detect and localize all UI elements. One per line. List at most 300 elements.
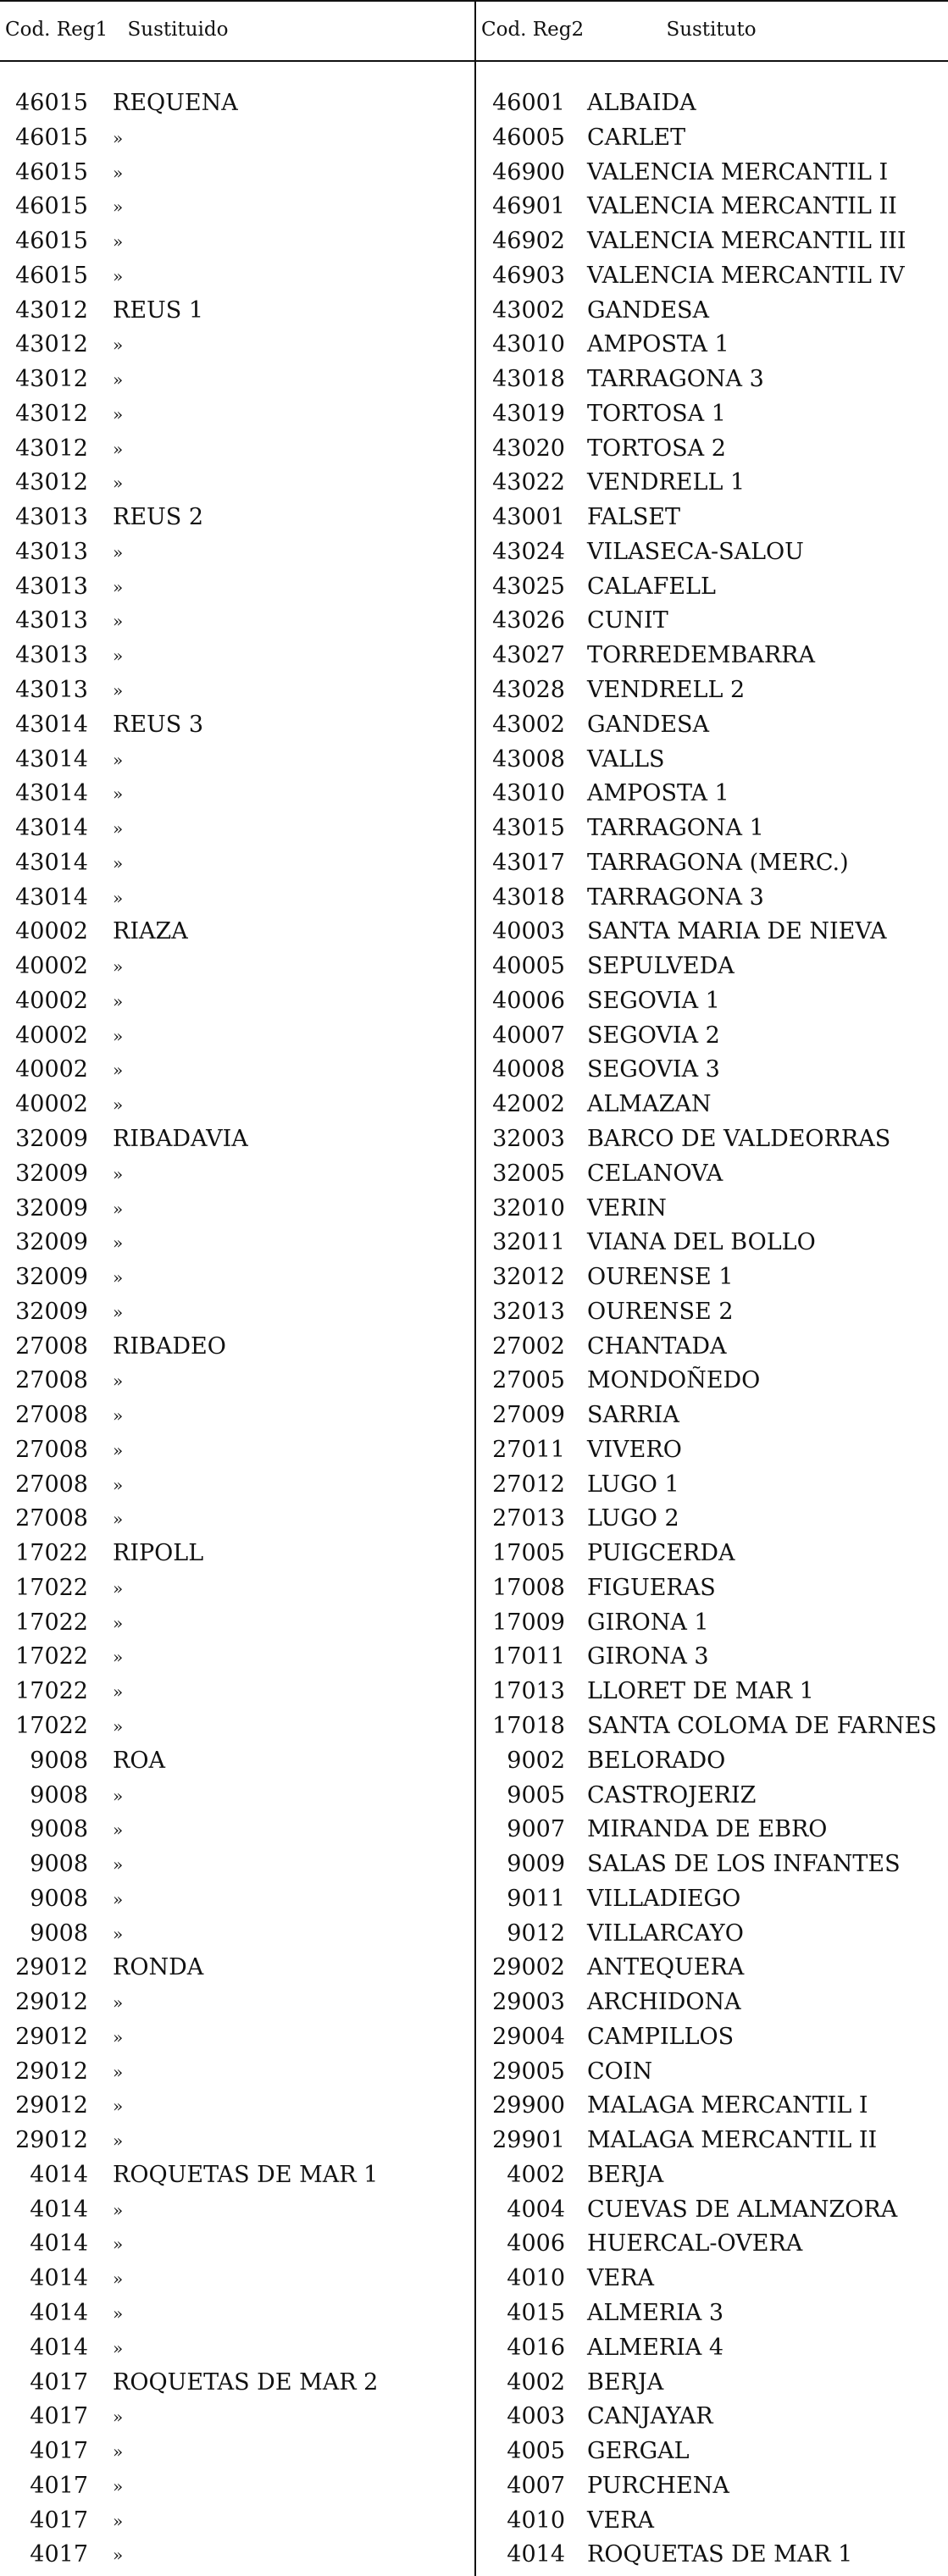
cod-reg1-cell: 9008 xyxy=(30,1747,88,1774)
cod-reg2-cell: 29901 xyxy=(492,2127,565,2154)
cod-reg2-cell: 27012 xyxy=(492,1471,565,1498)
sustituto-cell: GANDESA xyxy=(587,296,710,324)
table-row xyxy=(0,1364,948,1399)
cod-reg1-cell: 17022 xyxy=(15,1678,88,1705)
cod-reg2-cell: 43026 xyxy=(492,607,565,634)
cod-reg2-cell: 4006 xyxy=(507,2230,565,2257)
sustituto-cell: SEGOVIA 3 xyxy=(587,1056,720,1083)
table-row xyxy=(0,294,948,329)
cod-reg2-cell: 17008 xyxy=(492,1574,565,1601)
cod-reg1-cell: 46015 xyxy=(15,228,88,255)
sustituto-cell: ALMERIA 3 xyxy=(587,2300,724,2326)
cod-reg1-cell: 43013 xyxy=(15,677,88,704)
sustituido-cell: » xyxy=(113,1509,124,1530)
sustituido-cell: » xyxy=(113,541,124,562)
sustituto-cell: CHANTADA xyxy=(587,1332,727,1360)
cod-reg2-cell: 43027 xyxy=(492,642,565,669)
sustituido-cell: » xyxy=(113,231,124,252)
table-row xyxy=(0,846,948,881)
cod-reg1-cell: 4014 xyxy=(30,2334,88,2361)
cod-reg1-cell: 43014 xyxy=(15,780,88,807)
cod-reg2-cell: 29004 xyxy=(492,2023,565,2050)
table-row xyxy=(0,1192,948,1227)
table-row xyxy=(0,2538,948,2573)
cod-reg2-cell: 43017 xyxy=(492,849,565,876)
sustituto-cell: LLORET DE MAR 1 xyxy=(587,1678,814,1705)
sustituto-cell: LUGO 1 xyxy=(587,1471,679,1498)
cod-reg2-cell: 32011 xyxy=(492,1229,565,1256)
table-row xyxy=(0,570,948,605)
cod-reg1-cell: 43014 xyxy=(15,745,88,773)
cod-reg2-cell: 9002 xyxy=(507,1747,565,1774)
cod-reg1-cell: 32009 xyxy=(15,1264,88,1291)
sustituto-cell: AMPOSTA 1 xyxy=(587,331,729,358)
cod-reg2-cell: 46902 xyxy=(492,228,565,255)
cod-reg1-cell: 40002 xyxy=(15,987,88,1014)
cod-reg1-cell: 40002 xyxy=(15,918,88,945)
cod-reg2-cell: 17018 xyxy=(492,1712,565,1739)
cod-reg1-cell: 17022 xyxy=(15,1643,88,1670)
cod-reg2-cell: 32005 xyxy=(492,1160,565,1187)
table-row xyxy=(0,1951,948,1986)
sustituido-cell: » xyxy=(113,1060,124,1081)
sustituido-cell: » xyxy=(113,1267,124,1288)
table-row xyxy=(0,915,948,950)
table-row xyxy=(0,1260,948,1295)
table-row xyxy=(0,2296,948,2331)
cod-reg2-cell: 32003 xyxy=(492,1125,565,1152)
sustituido-cell: » xyxy=(113,1371,124,1392)
cod-reg2-cell: 46001 xyxy=(492,90,565,116)
table-row xyxy=(0,501,948,535)
cod-reg2-cell: 17009 xyxy=(492,1609,565,1636)
sustituto-cell: BELORADO xyxy=(587,1747,726,1774)
cod-reg1-cell: 43013 xyxy=(15,504,88,531)
table-row xyxy=(0,1917,948,1952)
table-row xyxy=(0,2469,948,2504)
sustituto-cell: TORTOSA 2 xyxy=(587,435,726,462)
sustituido-cell: » xyxy=(113,1992,124,2014)
table-row xyxy=(0,1537,948,1571)
sustituto-cell: HUERCAL-OVERA xyxy=(587,2230,803,2257)
cod-reg1-cell: 46015 xyxy=(15,193,88,220)
sustituto-cell: VILASECA-SALOU xyxy=(587,538,804,565)
cod-reg1-cell: 17022 xyxy=(15,1540,88,1567)
table-row xyxy=(0,1882,948,1917)
table-row xyxy=(0,950,948,984)
sustituido-cell: » xyxy=(113,887,124,908)
cod-reg2-cell: 43020 xyxy=(492,435,565,462)
table-row xyxy=(0,2158,948,2193)
cod-reg1-cell: 17022 xyxy=(15,1712,88,1739)
sustituto-cell: CALAFELL xyxy=(587,573,716,600)
table-row xyxy=(0,328,948,363)
cod-reg2-cell: 40007 xyxy=(492,1022,565,1049)
sustituido-cell: » xyxy=(113,749,124,770)
sustituto-cell: VENDRELL 1 xyxy=(587,469,746,496)
sustituto-cell: ALMERIA 4 xyxy=(587,2334,724,2361)
cod-reg1-cell: 43012 xyxy=(15,366,88,393)
sustituido-cell: » xyxy=(113,1923,124,1944)
sustituido-cell: » xyxy=(113,611,124,632)
table-row xyxy=(0,156,948,191)
header-sustituido: Sustituido xyxy=(127,19,229,41)
table-row xyxy=(0,432,948,467)
cod-reg2-cell: 9005 xyxy=(507,1781,565,1809)
table-row xyxy=(0,1709,948,1744)
cod-reg1-cell: 29012 xyxy=(15,2058,88,2085)
table-row xyxy=(0,2124,948,2158)
cod-reg1-cell: 32009 xyxy=(15,1160,88,1187)
sustituto-cell: TARRAGONA 3 xyxy=(587,884,764,911)
sustituido-cell: » xyxy=(113,438,124,459)
cod-reg1-cell: 43013 xyxy=(15,538,88,565)
sustituido-cell: » xyxy=(113,1233,124,1254)
cod-reg2-cell: 43019 xyxy=(492,400,565,427)
cod-reg1-cell: 4014 xyxy=(30,2300,88,2326)
table-row xyxy=(0,984,948,1019)
sustituto-cell: TARRAGONA 1 xyxy=(587,815,764,842)
sustituto-cell: COIN xyxy=(587,2058,653,2085)
sustituido-cell: » xyxy=(113,1439,124,1460)
cod-reg1-cell: 27008 xyxy=(15,1367,88,1394)
sustituido-cell: REUS 1 xyxy=(113,296,204,324)
cod-reg1-cell: 9008 xyxy=(30,1781,88,1809)
sustituido-cell: » xyxy=(113,576,124,597)
table-row xyxy=(0,1986,948,2020)
sustituto-cell: SEPULVEDA xyxy=(587,953,735,980)
cod-reg2-cell: 4015 xyxy=(507,2300,565,2326)
table-row xyxy=(0,1813,948,1848)
table-row xyxy=(0,673,948,708)
header-cod-reg1: Cod. Reg1 xyxy=(5,19,108,41)
table-row xyxy=(0,708,948,743)
cod-reg2-cell: 29003 xyxy=(492,1989,565,2016)
table-row xyxy=(0,86,948,121)
cod-reg2-cell: 43025 xyxy=(492,573,565,600)
table-row xyxy=(0,1122,948,1157)
cod-reg1-cell: 17022 xyxy=(15,1609,88,1636)
table-row xyxy=(0,881,948,916)
cod-reg2-cell: 40008 xyxy=(492,1056,565,1083)
sustituido-cell: » xyxy=(113,2130,124,2152)
cod-reg1-cell: 43012 xyxy=(15,296,88,324)
sustituido-cell: » xyxy=(113,1025,124,1046)
sustituto-cell: VILLARCAYO xyxy=(587,1920,744,1947)
cod-reg2-cell: 4002 xyxy=(507,2368,565,2396)
sustituto-cell: CAMPILLOS xyxy=(587,2023,735,2050)
cod-reg2-cell: 40005 xyxy=(492,953,565,980)
table-row xyxy=(0,2193,948,2228)
cod-reg1-cell: 4014 xyxy=(30,2161,88,2188)
table-row xyxy=(0,121,948,156)
sustituido-cell: » xyxy=(113,1681,124,1703)
sustituto-cell: PUIGCERDA xyxy=(587,1540,735,1567)
header-cod-reg2: Cod. Reg2 xyxy=(481,19,585,41)
table-row xyxy=(0,1675,948,1709)
table-row xyxy=(0,639,948,673)
sustituto-cell: PURCHENA xyxy=(587,2472,729,2499)
sustituido-cell: » xyxy=(113,2510,124,2531)
sustituto-cell: TORREDEMBARRA xyxy=(587,642,816,669)
sustituto-cell: VERIN xyxy=(587,1194,667,1222)
cod-reg1-cell: 4017 xyxy=(30,2403,88,2430)
cod-reg1-cell: 4017 xyxy=(30,2438,88,2465)
table-row xyxy=(0,743,948,778)
cod-reg2-cell: 29005 xyxy=(492,2058,565,2085)
sustituido-cell: REQUENA xyxy=(113,90,238,116)
table-row xyxy=(0,1433,948,1468)
sustituido-cell: » xyxy=(113,1094,124,1116)
sustituido-cell: » xyxy=(113,2303,124,2324)
cod-reg2-cell: 43024 xyxy=(492,538,565,565)
cod-reg2-cell: 46901 xyxy=(492,193,565,220)
cod-reg2-cell: 43015 xyxy=(492,815,565,842)
sustituido-cell: » xyxy=(113,2096,124,2117)
sustituto-cell: GANDESA xyxy=(587,711,710,738)
table-row xyxy=(0,1053,948,1088)
table-row xyxy=(0,1088,948,1122)
sustituido-cell: ROA xyxy=(113,1747,165,1774)
sustituto-cell: VERA xyxy=(587,2507,655,2534)
table-row xyxy=(0,1226,948,1260)
sustituido-cell: » xyxy=(113,1854,124,1875)
table-row xyxy=(0,2435,948,2469)
sustituto-cell: SANTA MARIA DE NIEVA xyxy=(587,918,887,945)
table-row xyxy=(0,1571,948,1606)
sustituto-cell: OURENSE 1 xyxy=(587,1264,734,1291)
table-body xyxy=(0,86,948,2573)
table-row xyxy=(0,2055,948,2090)
sustituido-cell: » xyxy=(113,473,124,494)
sustituto-cell: VALENCIA MERCANTIL II xyxy=(587,193,897,220)
cod-reg2-cell: 9007 xyxy=(507,1816,565,1843)
sustituto-cell: CUNIT xyxy=(587,607,668,634)
header-sustituto: Sustituto xyxy=(666,19,757,41)
cod-reg2-cell: 4003 xyxy=(507,2403,565,2430)
cod-reg2-cell: 27005 xyxy=(492,1367,565,1394)
cod-reg2-cell: 4007 xyxy=(507,2472,565,2499)
cod-reg2-cell: 32012 xyxy=(492,1264,565,1291)
sustituido-cell: » xyxy=(113,2199,124,2220)
cod-reg2-cell: 27002 xyxy=(492,1332,565,1360)
sustituido-cell: » xyxy=(113,680,124,701)
table-row xyxy=(0,2331,948,2366)
cod-reg2-cell: 4014 xyxy=(507,2541,565,2568)
cod-reg2-cell: 32010 xyxy=(492,1194,565,1222)
cod-reg1-cell: 4017 xyxy=(30,2541,88,2568)
cod-reg2-cell: 29900 xyxy=(492,2092,565,2119)
table-row xyxy=(0,812,948,846)
sustituto-cell: TORTOSA 1 xyxy=(587,400,726,427)
sustituto-cell: LUGO 2 xyxy=(587,1505,679,1532)
cod-reg1-cell: 43012 xyxy=(15,435,88,462)
cod-reg1-cell: 32009 xyxy=(15,1229,88,1256)
cod-reg2-cell: 27009 xyxy=(492,1402,565,1429)
table-row xyxy=(0,2400,948,2435)
cod-reg1-cell: 32009 xyxy=(15,1125,88,1152)
cod-reg2-cell: 4002 xyxy=(507,2161,565,2188)
sustituto-cell: VERA xyxy=(587,2265,655,2292)
sustituto-cell: MALAGA MERCANTIL II xyxy=(587,2127,878,2154)
cod-reg1-cell: 4014 xyxy=(30,2265,88,2292)
cod-reg2-cell: 17011 xyxy=(492,1643,565,1670)
sustituido-cell: » xyxy=(113,852,124,873)
sustituido-cell: » xyxy=(113,1647,124,1668)
table-row xyxy=(0,1848,948,1882)
sustituido-cell: » xyxy=(113,784,124,805)
sustituido-cell: » xyxy=(113,2475,124,2496)
sustituto-cell: ANTEQUERA xyxy=(587,1954,745,1981)
sustituido-cell: » xyxy=(113,1785,124,1806)
sustituido-cell: » xyxy=(113,2545,124,2566)
cod-reg1-cell: 43013 xyxy=(15,642,88,669)
sustituto-cell: BERJA xyxy=(587,2368,664,2396)
sustituido-cell: » xyxy=(113,1577,124,1598)
cod-reg1-cell: 46015 xyxy=(15,158,88,186)
sustituto-cell: VALENCIA MERCANTIL III xyxy=(587,228,906,255)
cod-reg1-cell: 4017 xyxy=(30,2472,88,2499)
cod-reg1-cell: 40002 xyxy=(15,1091,88,1118)
cod-reg2-cell: 43028 xyxy=(492,677,565,704)
sustituto-cell: SALAS DE LOS INFANTES xyxy=(587,1851,901,1878)
cod-reg1-cell: 27008 xyxy=(15,1505,88,1532)
cod-reg1-cell: 40002 xyxy=(15,1022,88,1049)
table-row xyxy=(0,2504,948,2539)
cod-reg2-cell: 43010 xyxy=(492,780,565,807)
cod-reg1-cell: 43014 xyxy=(15,884,88,911)
cod-reg1-cell: 9008 xyxy=(30,1816,88,1843)
cod-reg2-cell: 9011 xyxy=(507,1885,565,1912)
cod-reg2-cell: 42002 xyxy=(492,1091,565,1118)
sustituido-cell: » xyxy=(113,1820,124,1841)
cod-reg2-cell: 43001 xyxy=(492,504,565,531)
sustituido-cell: ROQUETAS DE MAR 2 xyxy=(113,2368,379,2396)
cod-reg2-cell: 32013 xyxy=(492,1298,565,1325)
cod-reg2-cell: 27011 xyxy=(492,1436,565,1463)
cod-reg1-cell: 9008 xyxy=(30,1851,88,1878)
table-row xyxy=(0,1019,948,1054)
sustituto-cell: VIANA DEL BOLLO xyxy=(587,1229,816,1256)
table-row xyxy=(0,2020,948,2055)
cod-reg1-cell: 4014 xyxy=(30,2230,88,2257)
cod-reg1-cell: 29012 xyxy=(15,1989,88,2016)
cod-reg2-cell: 43002 xyxy=(492,296,565,324)
sustituto-cell: SANTA COLOMA DE FARNES xyxy=(587,1712,937,1739)
cod-reg2-cell: 9009 xyxy=(507,1851,565,1878)
sustituido-cell: » xyxy=(113,1405,124,1426)
cod-reg2-cell: 29002 xyxy=(492,1954,565,1981)
cod-reg1-cell: 46015 xyxy=(15,262,88,289)
sustituto-cell: MONDOÑEDO xyxy=(587,1367,761,1394)
cod-reg1-cell: 27008 xyxy=(15,1402,88,1429)
table-row xyxy=(0,363,948,397)
cod-reg2-cell: 4010 xyxy=(507,2265,565,2292)
sustituido-cell: » xyxy=(113,2061,124,2082)
sustituto-cell: GERGAL xyxy=(587,2438,690,2465)
cod-reg1-cell: 4014 xyxy=(30,2196,88,2223)
cod-reg1-cell: 43012 xyxy=(15,469,88,496)
sustituto-cell: ALBAIDA xyxy=(587,90,696,116)
sustituto-cell: SARRIA xyxy=(587,1402,679,1429)
sustituido-cell: » xyxy=(113,1612,124,1633)
cod-reg1-cell: 29012 xyxy=(15,2023,88,2050)
table-row xyxy=(0,466,948,501)
table-row xyxy=(0,604,948,639)
sustituto-cell: VILLADIEGO xyxy=(587,1885,741,1912)
table-row xyxy=(0,1779,948,1814)
sustituido-cell: RONDA xyxy=(113,1954,204,1981)
table-row xyxy=(0,1606,948,1641)
cod-reg1-cell: 27008 xyxy=(15,1471,88,1498)
table-row xyxy=(0,190,948,224)
cod-reg1-cell: 40002 xyxy=(15,1056,88,1083)
sustituto-cell: ALMAZAN xyxy=(587,1091,712,1118)
sustituido-cell: RIAZA xyxy=(113,918,188,945)
sustituto-cell: OURENSE 2 xyxy=(587,1298,734,1325)
cod-reg1-cell: 29012 xyxy=(15,1954,88,1981)
cod-reg1-cell: 43012 xyxy=(15,331,88,358)
sustituto-cell: BERJA xyxy=(587,2161,664,2188)
cod-reg1-cell: 27008 xyxy=(15,1436,88,1463)
cod-reg1-cell: 43014 xyxy=(15,815,88,842)
cod-reg1-cell: 43014 xyxy=(15,849,88,876)
sustituto-cell: VENDRELL 2 xyxy=(587,677,746,704)
sustituido-cell: » xyxy=(113,127,124,148)
cod-reg2-cell: 40006 xyxy=(492,987,565,1014)
sustituido-cell: » xyxy=(113,369,124,391)
sustituido-cell: » xyxy=(113,1888,124,1909)
cod-reg1-cell: 17022 xyxy=(15,1574,88,1601)
sustituto-cell: ROQUETAS DE MAR 1 xyxy=(587,2541,853,2568)
sustituto-cell: FALSET xyxy=(587,504,681,531)
cod-reg2-cell: 43002 xyxy=(492,711,565,738)
sustituto-cell: MALAGA MERCANTIL I xyxy=(587,2092,868,2119)
sustituto-cell: CASTROJERIZ xyxy=(587,1781,757,1809)
sustituido-cell: » xyxy=(113,1301,124,1322)
sustituido-cell: » xyxy=(113,1715,124,1737)
sustituto-cell: VIVERO xyxy=(587,1436,682,1463)
sustituido-cell: RIPOLL xyxy=(113,1540,204,1567)
table-row xyxy=(0,1744,948,1779)
cod-reg2-cell: 4016 xyxy=(507,2334,565,2361)
sustituido-cell: » xyxy=(113,2441,124,2462)
sustituido-cell: » xyxy=(113,1163,124,1184)
sustituido-cell: » xyxy=(113,197,124,218)
sustituido-cell: » xyxy=(113,2026,124,2047)
table-row xyxy=(0,1399,948,1433)
sustituido-cell: » xyxy=(113,2337,124,2358)
sustituto-cell: GIRONA 1 xyxy=(587,1609,709,1636)
sustituto-cell: CANJAYAR xyxy=(587,2403,713,2430)
table-row xyxy=(0,259,948,294)
sustituido-cell: » xyxy=(113,335,124,356)
cod-reg1-cell: 32009 xyxy=(15,1298,88,1325)
cod-reg1-cell: 29012 xyxy=(15,2127,88,2154)
sustituto-cell: CARLET xyxy=(587,124,686,151)
cod-reg1-cell: 43013 xyxy=(15,607,88,634)
sustituido-cell: » xyxy=(113,2407,124,2428)
cod-reg1-cell: 32009 xyxy=(15,1194,88,1222)
cod-reg1-cell: 4017 xyxy=(30,2368,88,2396)
table-row xyxy=(0,224,948,259)
sustituido-cell: » xyxy=(113,1474,124,1495)
sustituto-cell: CELANOVA xyxy=(587,1160,723,1187)
cod-reg2-cell: 4010 xyxy=(507,2507,565,2534)
cod-reg2-cell: 46903 xyxy=(492,262,565,289)
cod-reg2-cell: 43010 xyxy=(492,331,565,358)
cod-reg2-cell: 43008 xyxy=(492,745,565,773)
